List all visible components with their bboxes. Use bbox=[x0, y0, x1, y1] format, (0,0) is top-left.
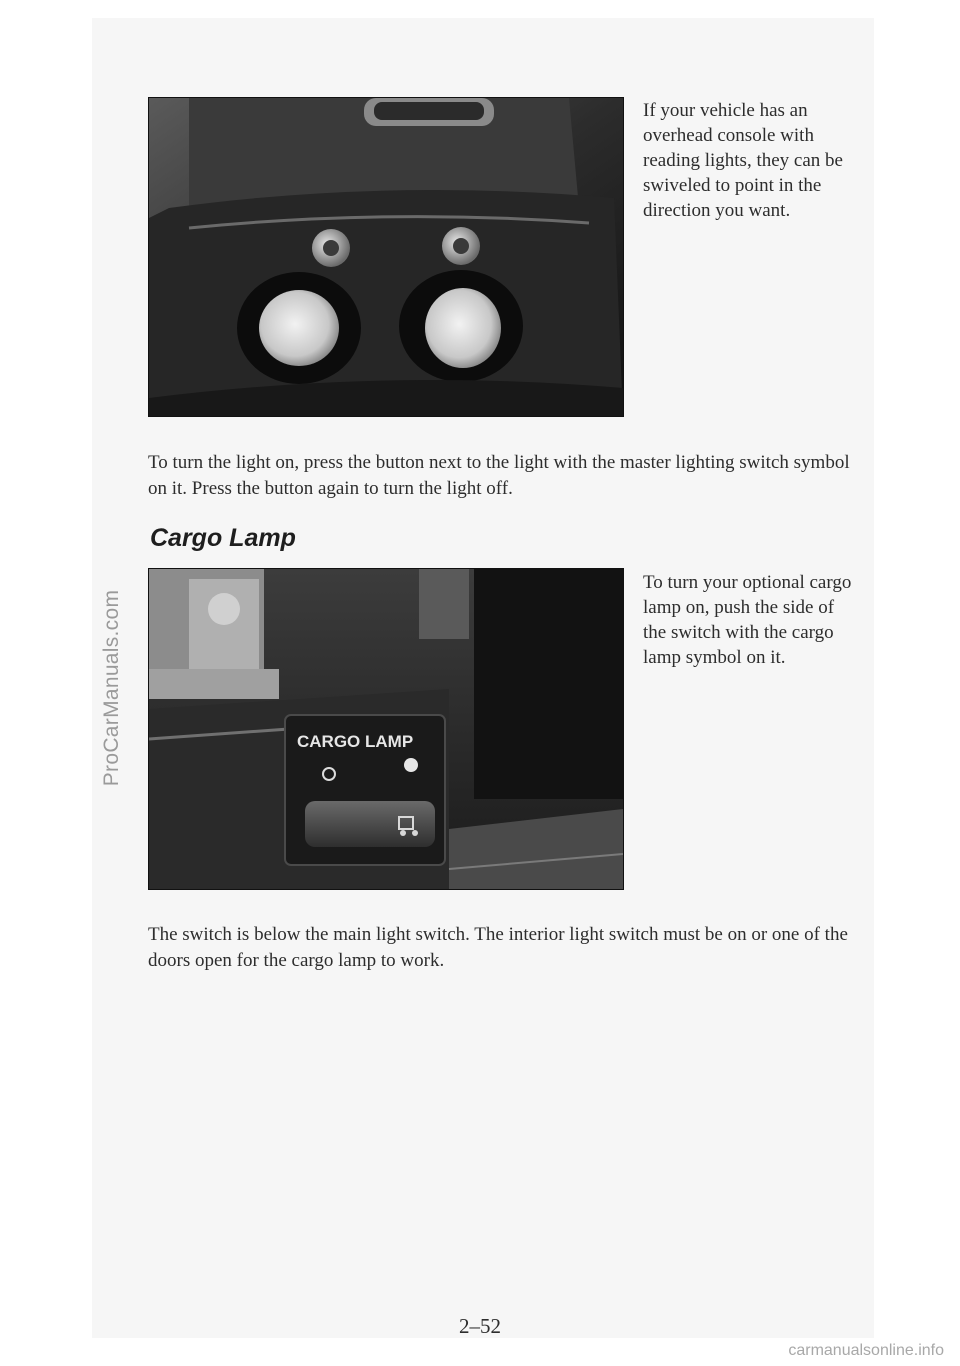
side-watermark: ProCarManuals.com bbox=[100, 589, 123, 787]
reading-light-paragraph: To turn the light on, press the button next to the light with the master lighting switch symbol on it. Press the button again to turn the light off. bbox=[148, 452, 850, 499]
cargo-lamp-paragraph: The switch is below the main light switch. The interior light switch must be on or one of the doors open for the cargo lamp to work. bbox=[148, 924, 848, 971]
section-heading: Cargo Lamp bbox=[150, 524, 296, 552]
bottom-watermark: carmanualsonline.info bbox=[788, 1342, 944, 1359]
overhead-console-illustration bbox=[149, 98, 623, 416]
cargo-lamp-label: CARGO LAMP bbox=[297, 732, 414, 751]
cargo-lamp-side-text: To turn your optional cargo lamp on, push the side of the switch with the cargo lamp symbol on it. bbox=[643, 572, 852, 668]
cargo-lamp-photo bbox=[148, 568, 624, 890]
overhead-console-text: If your vehicle has an overhead console with reading lights, they can be swiveled to point in the direction you want. bbox=[643, 100, 843, 221]
cargo-lamp-illustration bbox=[149, 569, 623, 889]
page-number: 2–52 bbox=[459, 1314, 501, 1338]
overhead-console-photo bbox=[148, 97, 624, 417]
